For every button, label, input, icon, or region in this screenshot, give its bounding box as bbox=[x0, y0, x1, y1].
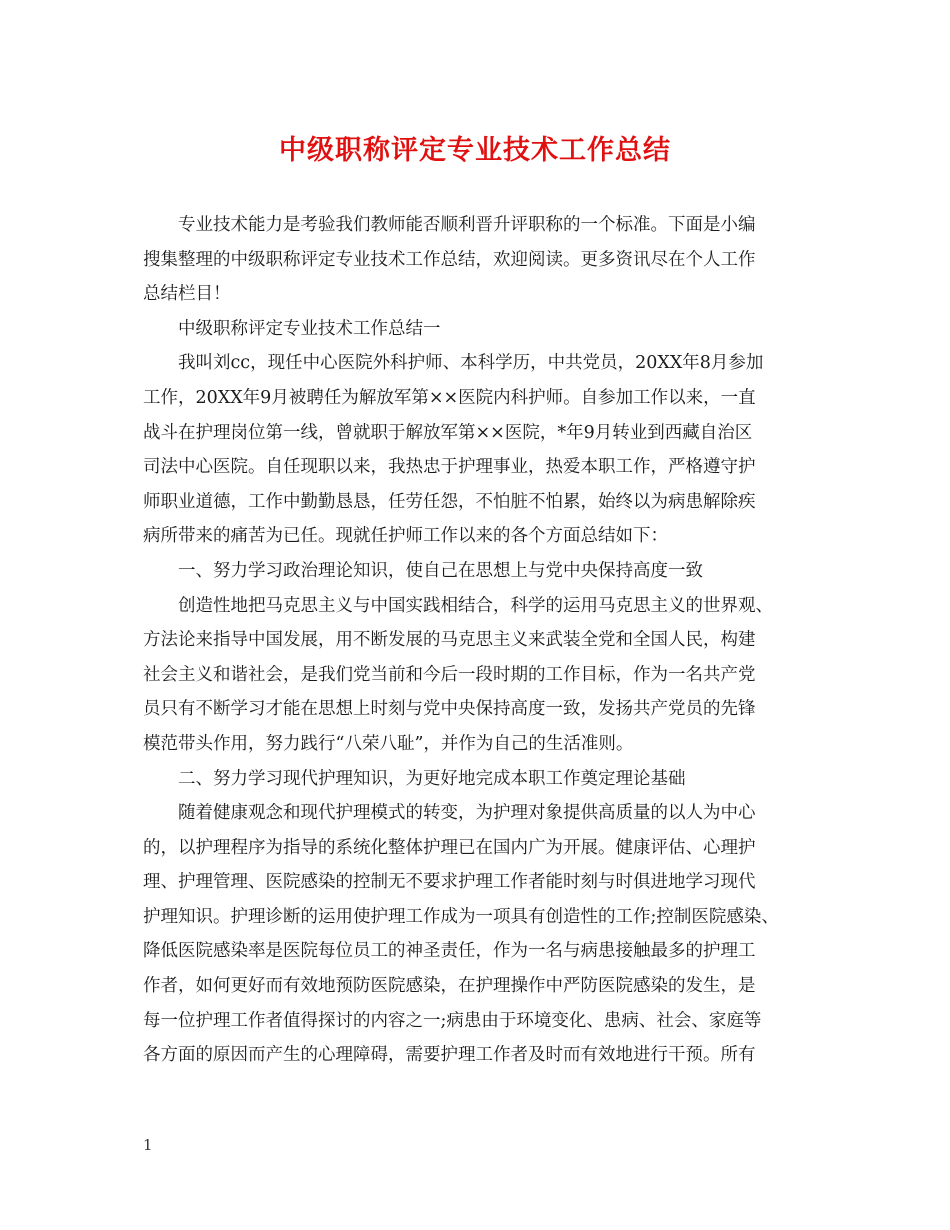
text-line: 二、努力学习现代护理知识，为更好地完成本职工作奠定理论基础 bbox=[178, 768, 686, 789]
text-line: 护理知识。护理诊断的运用使护理工作成为一项具有创造性的工作;控制医院感染、 bbox=[143, 906, 779, 927]
text-line: 随着健康观念和现代护理模式的转变，为护理对象提供高质量的以人为中心 bbox=[178, 803, 756, 824]
text-line: 降低医院感染率是医院每位员工的神圣责任，作为一名与病患接触最多的护理工 bbox=[143, 941, 756, 962]
text-line: 司法中心医院。自任现职以来，我热忠于护理事业，热爱本职工作，严格遵守护 bbox=[143, 457, 756, 478]
text-line: 工作，20XX年9月被聘任为解放军第××医院内科护师。自参加工作以来，一直 bbox=[143, 387, 756, 408]
document-body bbox=[143, 208, 818, 1073]
document-title: 中级职称评定专业技术工作总结 bbox=[279, 135, 671, 166]
text-line: 作者，如何更好而有效地预防医院感染，在护理操作中严防医院感染的发生，是 bbox=[143, 976, 756, 997]
text-line: 模范带头作用，努力践行“八荣八耻”，并作为自己的生活准则。 bbox=[143, 733, 634, 754]
text-line: 病所带来的痛苦为已任。现就任护师工作以来的各个方面总结如下： bbox=[143, 526, 668, 547]
text-line: 总结栏目！ bbox=[143, 284, 231, 305]
text-line: 我叫刘cc，现任中心医院外科护师、本科学历，中共党员，20XX年8月参加 bbox=[178, 353, 764, 374]
text-line: 方法论来指导中国发展，用不断发展的马克思主义来武装全党和全国人民，构建 bbox=[143, 630, 756, 651]
text-line: 每一位护理工作者值得探讨的内容之一;病患由于环境变化、患病、社会、家庭等 bbox=[143, 1010, 762, 1031]
text-line: 理、护理管理、医院感染的控制无不要求护理工作者能时刻与时俱进地学习现代 bbox=[143, 872, 756, 893]
text-line: 社会主义和谐社会，是我们党当前和今后一段时期的工作目标，作为一名共产党 bbox=[143, 664, 756, 685]
text-line: 战斗在护理岗位第一线，曾就职于解放军第××医院，*年9月转业到西藏自治区 bbox=[143, 422, 753, 443]
text-line: 搜集整理的中级职称评定专业技术工作总结，欢迎阅读。更多资讯尽在个人工作 bbox=[143, 249, 756, 270]
text-line: 师职业道德，工作中勤勤恳恳，任劳任怨，不怕脏不怕累，始终以为病患解除疾 bbox=[143, 491, 756, 512]
text-line: 创造性地把马克思主义与中国实践相结合，科学的运用马克思主义的世界观、 bbox=[178, 595, 773, 616]
text-line: 一、努力学习政治理论知识，使自己在思想上与党中央保持高度一致 bbox=[178, 560, 703, 581]
text-line: 员只有不断学习才能在思想上时刻与党中央保持高度一致，发扬共产党员的先锋 bbox=[143, 699, 756, 720]
text-line: 中级职称评定专业技术工作总结一 bbox=[178, 318, 441, 339]
page-number: 1 bbox=[143, 1136, 153, 1154]
text-line: 各方面的原因而产生的心理障碍，需要护理工作者及时而有效地进行干预。所有 bbox=[143, 1045, 756, 1066]
text-line: 专业技术能力是考验我们教师能否顺利晋升评职称的一个标准。下面是小编 bbox=[178, 215, 756, 235]
text-line: 的，以护理程序为指导的系统化整体护理已在国内广为开展。健康评估、心理护 bbox=[143, 837, 756, 858]
